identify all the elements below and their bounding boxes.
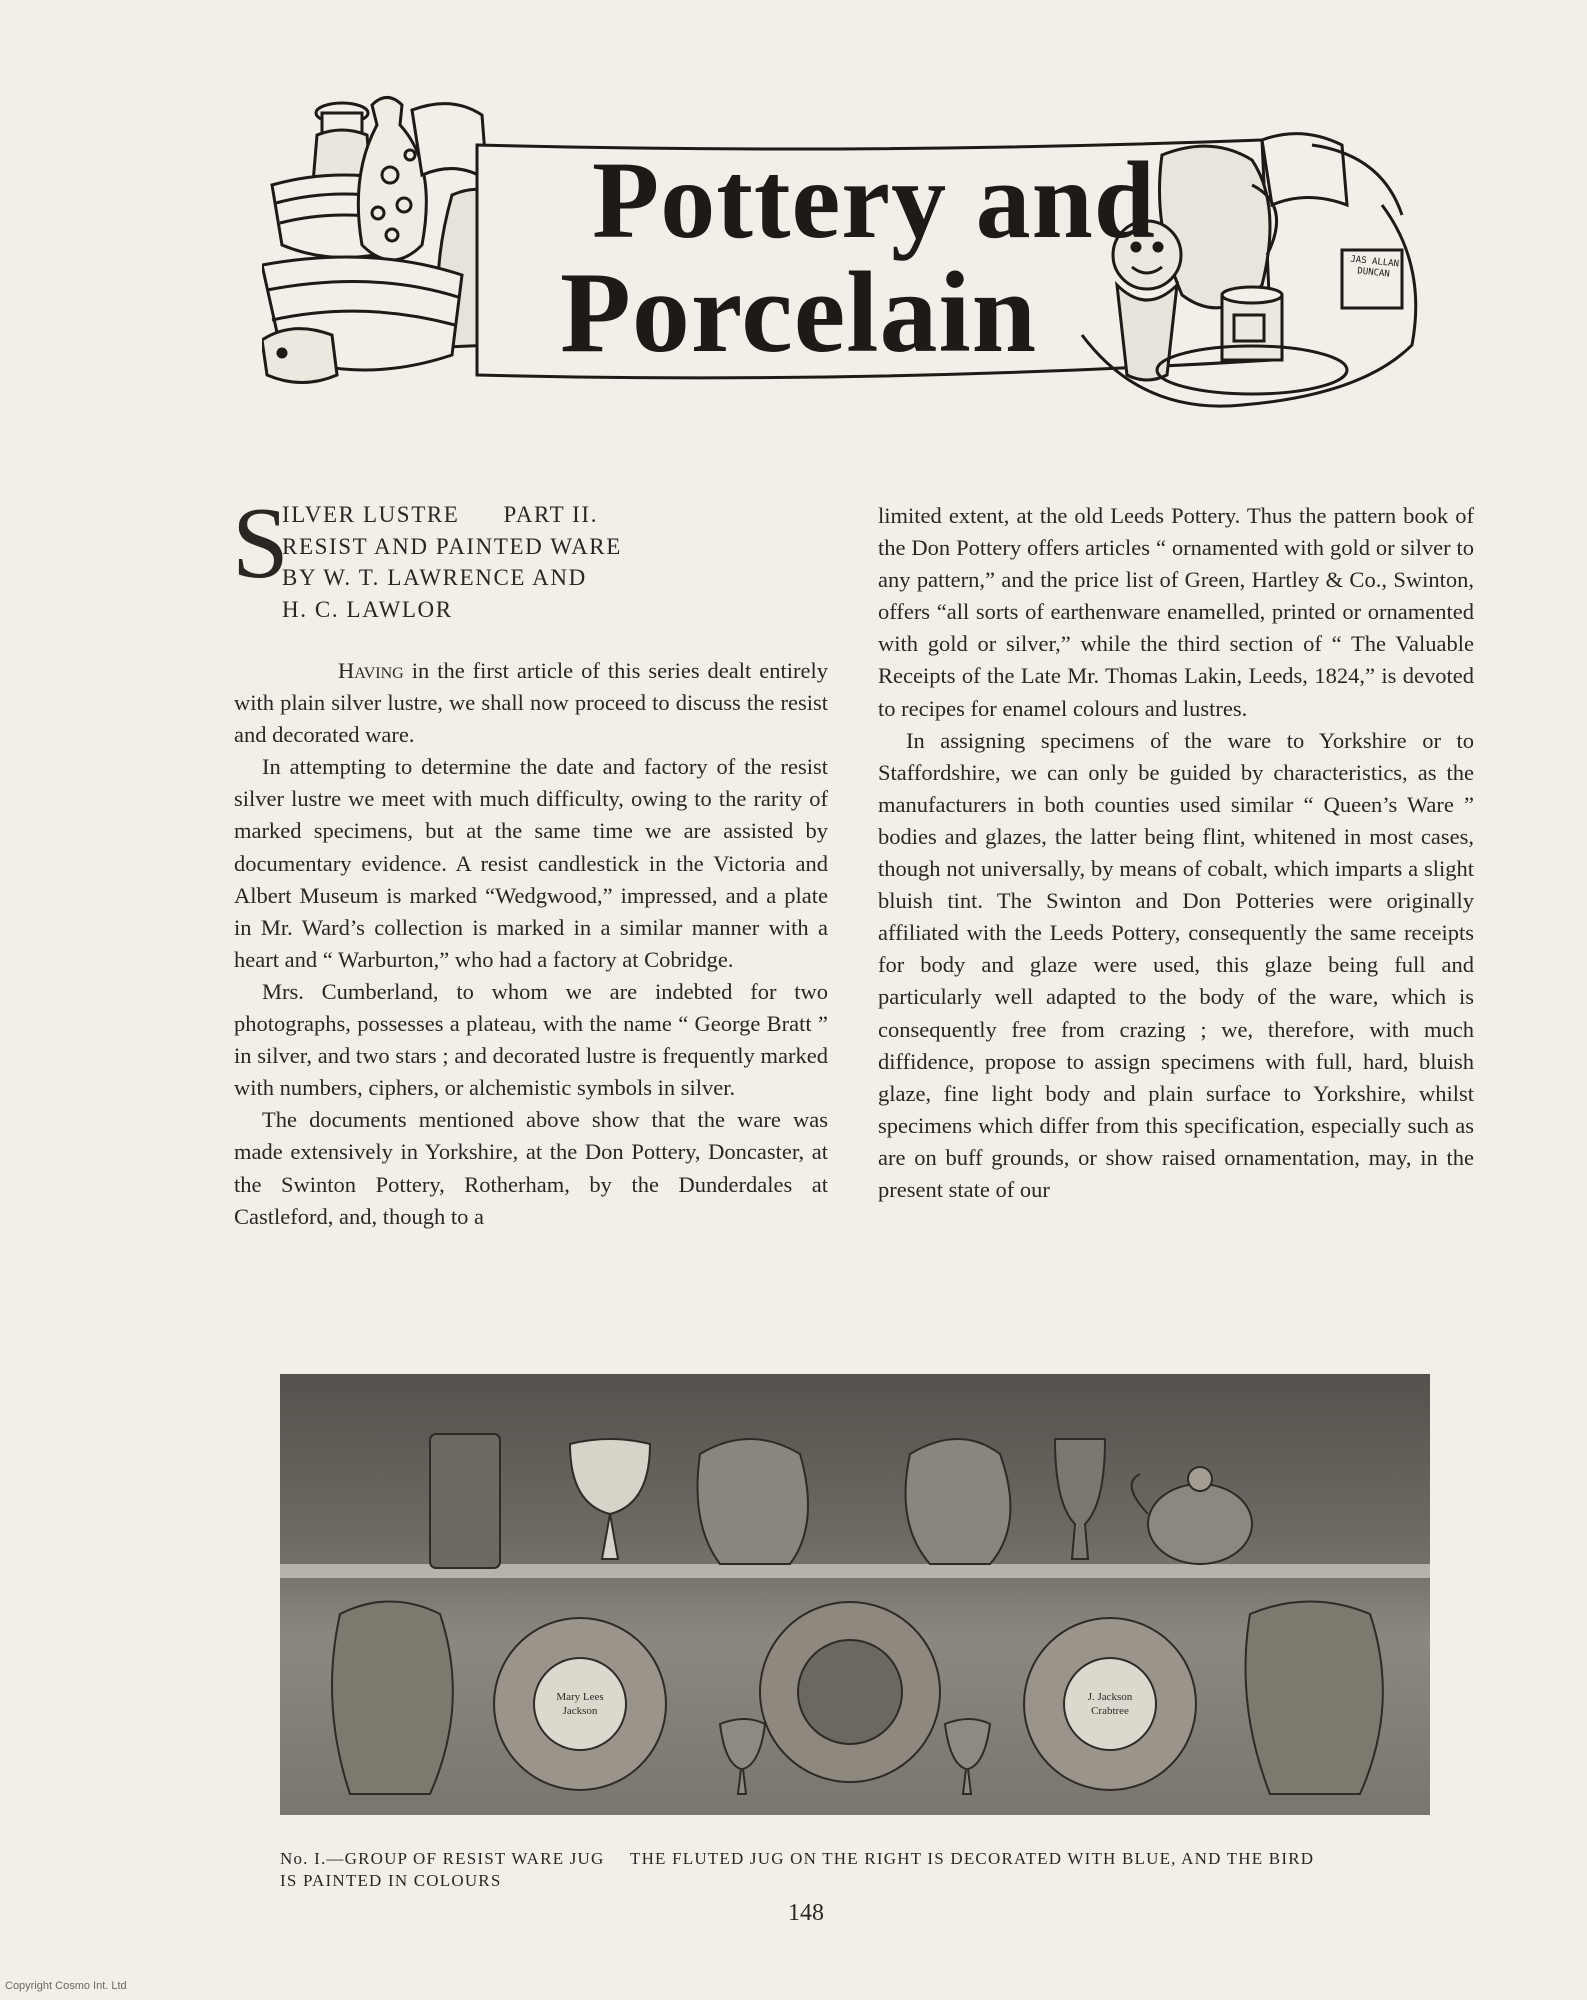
photo-illustration xyxy=(280,1374,1430,1815)
copyright-watermark: Copyright Cosmo Int. Ltd xyxy=(5,1980,127,1992)
paragraph xyxy=(234,655,828,751)
paragraph: The documents mentioned above show that the ware was made extensively in Yorkshire, at the Don Pottery, Doncaster, at the Swinton Pottery, Rotherham, by the Dunderdales at Castleford, and, though to a xyxy=(234,1107,828,1229)
article-column-right xyxy=(878,500,1474,1206)
paragraph: Mrs. Cumberland, to whom we are indebted for two photographs, possesses a plateau, with the name “ George Bratt ” in silver, and two stars ; and decorated lustre is frequently marked with numbers, ciphers, or alchemistic symbols in silver. xyxy=(234,978,828,1101)
paragraph: In assigning specimens of the ware to Yorkshire or to Staffordshire, we can only be guided by characteristics, as the manufacturers in both counties used similar “ Queen’s Ware ” bodies and glazes, the latter being flint, whitened in most cases, though not universally, by means of cobalt, which imparts a slight bluish tint. The Swinton and Don Potteries were originally affiliated with the Leeds Pottery, consequently the same receipts for body and glaze were used, this glaze being full and particularly well adapted to the body of the ware, which is consequently free from crazing ; we, therefore, with much diffidence, propose to assign specimens with full, hard, bluish glaze, fine light body and plain surface to Yorkshire, whilst specimens which differ from this specification, especially such as are on buff grounds, or show raised ornamentation, may, in the present state of our xyxy=(878,727,1474,1202)
title-line-1: Pottery and xyxy=(592,139,1156,261)
lead-word: Having xyxy=(338,658,404,683)
byline-line-3: BY W. T. LAWRENCE AND xyxy=(282,565,587,590)
byline-line-1: ILVER LUSTRE PART II. xyxy=(282,502,599,527)
figure-caption-right: THE FLUTED JUG ON THE RIGHT IS DECORATED WITH BLUE, AND THE BIRD xyxy=(630,1849,1315,1868)
figure-caption-left: No. I.—GROUP OF RESIST WARE JUG IS PAINTED IN COLOURS xyxy=(280,1849,605,1890)
plate-inscription: J. Jackson Crabtree xyxy=(1087,1691,1133,1717)
photograph-resist-ware xyxy=(280,1374,1430,1815)
byline-line-2: RESIST AND PAINTED WARE xyxy=(282,534,622,559)
paragraph: limited extent, at the old Leeds Pottery. Thus the pattern book of the Don Pottery offers articles “ ornamented with gold or silver to any pattern,” and the price list of Green, Hartley & Co., Swinton, offers “all sorts of earthenware enamelled, printed or ornamented with gold or silver,” while the third section of “ The Valuable Receipts of the Late Mr. Thomas Lakin, Leeds, 1824,” is devoted to recipes for enamel colours and lustres. xyxy=(878,503,1474,721)
paragraph-text: in the first article of this series dealt entirely with plain silver lustre, we shall now proceed to discuss the resist and decorated ware. xyxy=(234,658,828,748)
title-banner xyxy=(262,85,1432,435)
drop-cap: S xyxy=(232,487,289,600)
paragraph: In attempting to determine the date and factory of the resist silver lustre we meet with much difficulty, owing to the rarity of marked specimens, but at the same time we are assisted by documentary evidence. A resist candlestick in the Victoria and Albert Museum is marked “Wedgwood,” impressed, and a plate in Mr. Ward’s collection is marked in a similar manner with a heart and “ Warburton,” who had a factory at Cobridge. xyxy=(234,754,828,972)
byline-line-4: H. C. LAWLOR xyxy=(282,597,453,622)
article-column-left xyxy=(234,655,828,1233)
artist-signature: JAS ALLAN DUNCAN xyxy=(1349,254,1400,280)
title-line-2: Porcelain xyxy=(560,249,1038,377)
page-number: 148 xyxy=(788,1900,824,1926)
plate-inscription: Mary Lees Jackson xyxy=(556,1691,604,1717)
